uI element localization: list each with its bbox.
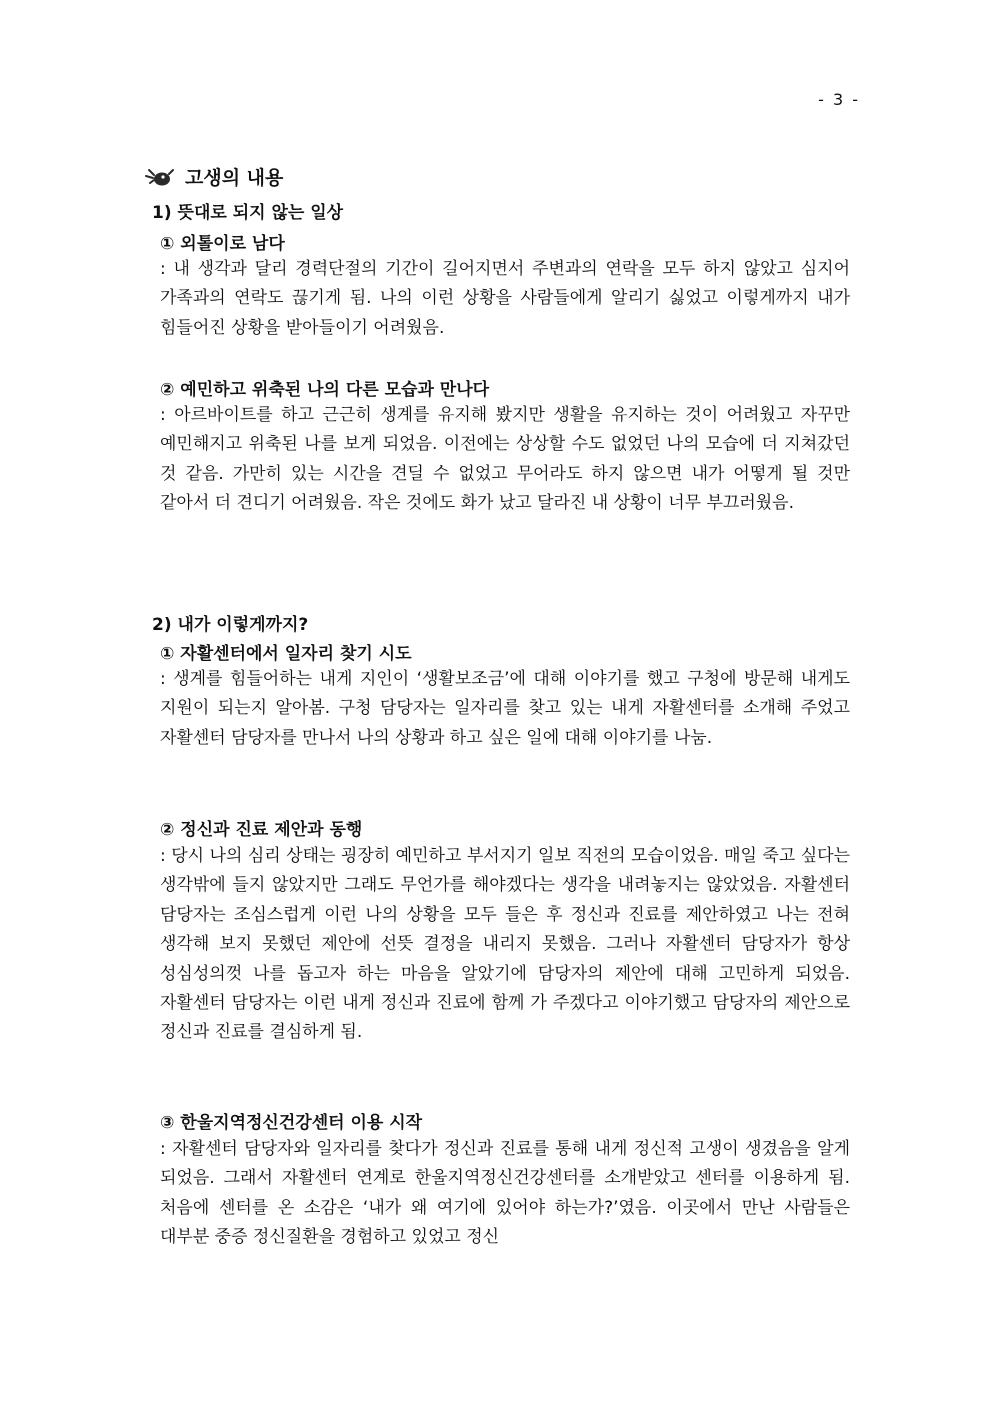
item-2-1-text: : 생계를 힘들어하는 내게 지인이 ‘생활보조금’에 대해 이야기를 했고 구청에 방문해 내게도 지원이 되는지 알아봄. 구청 담당자는 일자리를 찾고 있는 내게 자활센터를 소개해 주었고 자활센터 담당자를 만나서 나의 상황과 하고 싶은 일에 대해 이야기를 나눔.: [160, 669, 850, 748]
item-2-2-text: : 당시 나의 심리 상태는 굉장히 예민하고 부서지기 일보 직전의 모습이었음. 매일 죽고 싶다는 생각밖에 들지 않았지만 그래도 무언가를 해야겠다는 생각을 내려놓지는 않았었음. 자활센터 담당자는 조심스럽게 이런 나의 상황을 모두 들은 후 정신과 진료를 제안하였고 나는 전혀 생각해 보지 못했던 제안에 선뜻 결정을 내리지 못했음. 그러나 자활센터 담당자가 항상 성심성의껏 나를 돕고자 하는 마음을 알았기에 담당자의 제안에 대해 고민하게 되었음. 자활센터 담당자는 이런 내게 정신과 진료에 함께 가 주겠다고 이야기했고 담당자의 제안으로 정신과 진료를 결심하게 됨.: [160, 846, 850, 1043]
item-2-1-title: ① 자활센터에서 일자리 찾기 시도: [160, 644, 412, 664]
item-2-3-text: : 자활센터 담당자와 일자리를 찾다가 정신과 진료를 통해 내게 정신적 고생이 생겼음을 알게 되었음. 그래서 자활센터 연계로 한울지역정신건강센터를 소개받았고 센터를 이용하게 됨. 처음에 센터를 온 소감은 ‘내가 왜 여기에 있어야 하는가?’였음. 이곳에서 만난 사람들은 대부분 중증 정신질환을 경험하고 있었고 정신: [160, 1139, 850, 1248]
item-2-2-title: ② 정신과 진료 제안과 동행: [160, 820, 363, 840]
section-heading: [143, 163, 283, 190]
page-number: - 3 -: [818, 90, 860, 109]
heading-text: 고생의 내용: [185, 167, 284, 189]
item-2-3-title: ③ 한울지역정신건강센터 이용 시작: [160, 1113, 423, 1133]
item-1-2-title: ② 예민하고 위축된 나의 다른 모습과 만나다: [160, 380, 490, 400]
decorative-bullet-icon: [143, 164, 175, 190]
item-1-1-text: : 내 생각과 달리 경력단절의 기간이 길어지면서 주변과의 연락을 모두 하지 않았고 심지어 가족과의 연락도 끊기게 됨. 나의 이런 상황을 사람들에게 알리기 싫었고 이렇게까지 내가 힘들어진 상황을 받아들이기 어려웠음.: [160, 259, 850, 338]
section-2-title: 2) 내가 이렇게까지?: [152, 615, 309, 635]
item-1-1-title: ① 외톨이로 남다: [160, 234, 285, 254]
item-1-2-text: : 아르바이트를 하고 근근히 생계를 유지해 봤지만 생활을 유지하는 것이 어려웠고 자꾸만 예민해지고 위축된 나를 보게 되었음. 이전에는 상상할 수도 없었던 나의 모습에 더 지쳐갔던 것 같음. 가만히 있는 시간을 견딜 수 없었고 무어라도 하지 않으면 내가 어떻게 될 것만 같아서 더 견디기 어려웠음. 작은 것에도 화가 났고 달라진 내 상황이 너무 부끄러웠음.: [160, 405, 850, 514]
section-1-title: 1) 뜻대로 되지 않는 일상: [152, 203, 344, 223]
